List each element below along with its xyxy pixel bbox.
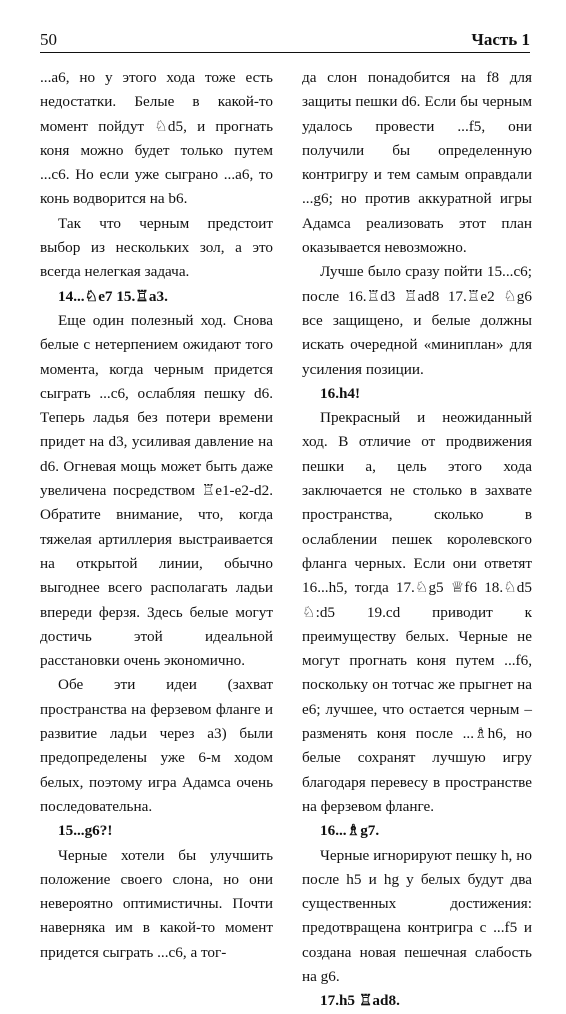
paragraph: Черные хотели бы улучшить положение своего слона, но они невероятно оптимистичны. Почти наверняка им в какой-то момент придется сыграть ...c6, а тог-: [40, 846, 273, 961]
paragraph: Так что черным предстоит выбор из нескольких зол, а это всегда нелегкая задача.: [40, 214, 273, 281]
page-number: 50: [40, 30, 57, 49]
move-notation: 14...♘e7 15.♖a3.: [58, 287, 168, 305]
paragraph: Обе эти идеи (захват пространства на ферзевом фланге и развитие ладьи через a3) были предопределены уже 6-м ходом белых, поэтому игра Адамса очень последовательна.: [40, 676, 273, 815]
paragraph: ...a6, но у этого хода тоже есть недостатки. Белые в какой-то момент пойдут ♘d5, и прогнать коня можно будет только путем ...c6. Но если уже сыграно ...a6, то конь водворится на b6.: [40, 69, 273, 208]
paragraph: Еще один полезный ход. Снова белые с нетерпением ожидают того момента, когда черным придется сыграть ...c6, ослабляя пешку d6. Теперь ладья без потери времени придет на d3, усиливая давление на d6. Огневая мощь может быть даже увеличена посредством ♖e1-e2-d2. Обратите внимание, что, когда тяжелая артиллерия выстраивается на открытой линии, обычно выгоднее всего располагать ладьи впереди ферзя. Здесь белые могут достичь этой идеальной расстановки очень экономично.: [40, 311, 273, 670]
move-notation: 16.h4!: [320, 384, 361, 402]
move-notation: 17.h5 ♖ad8.: [320, 992, 400, 1010]
paragraph: Прекрасный и неожиданный ход. В отличие от продвижения пешки a, цель этого хода заключается не столько в захвате пространства, сколько в ослаблении пешек королевского фланга черных. Если они ответят 16...h5, тогда 17.♘g5 ♕f6 18.♘d5 ♘:d5 19.cd приводит к преимуществу белых. Черные не могут прогнать коня путем ...f6, поскольку он тотчас же прыгнет на e6; лучшее, что остается черным – разменять коня после ...♗h6, но белые сохранят лучшую игру благодаря перевесу в пространстве на ферзевом фланге.: [302, 409, 532, 815]
right-column: [302, 66, 532, 1014]
page-header: [40, 28, 530, 53]
paragraph: Лучше было сразу пойти 15...c6; после 16.♖d3 ♖ad8 17.♖e2 ♘g6 все защищено, и белые должны искать очередной «миниплан» для усиления позиции.: [302, 263, 532, 378]
move-notation: 15...g6?!: [58, 822, 113, 840]
paragraph: Черные игнорируют пешку h, но после h5 и hg у белых будут два существенных достижения: предотвращена контригра с ...f5 и создана новая пешечная слабость на g6.: [302, 846, 532, 985]
part-title: Часть 1: [471, 30, 530, 49]
paragraph: да слон понадобится на f8 для защиты пешки d6. Если бы черным удалось провести ...f5, они получили бы определенную контригру и тем самым оправдали ...g6; но против аккуратной игры Адамса реализовать этот план оказывается невозможно.: [302, 69, 532, 257]
move-notation: 16...♗g7.: [320, 822, 380, 840]
left-column: [40, 66, 273, 965]
